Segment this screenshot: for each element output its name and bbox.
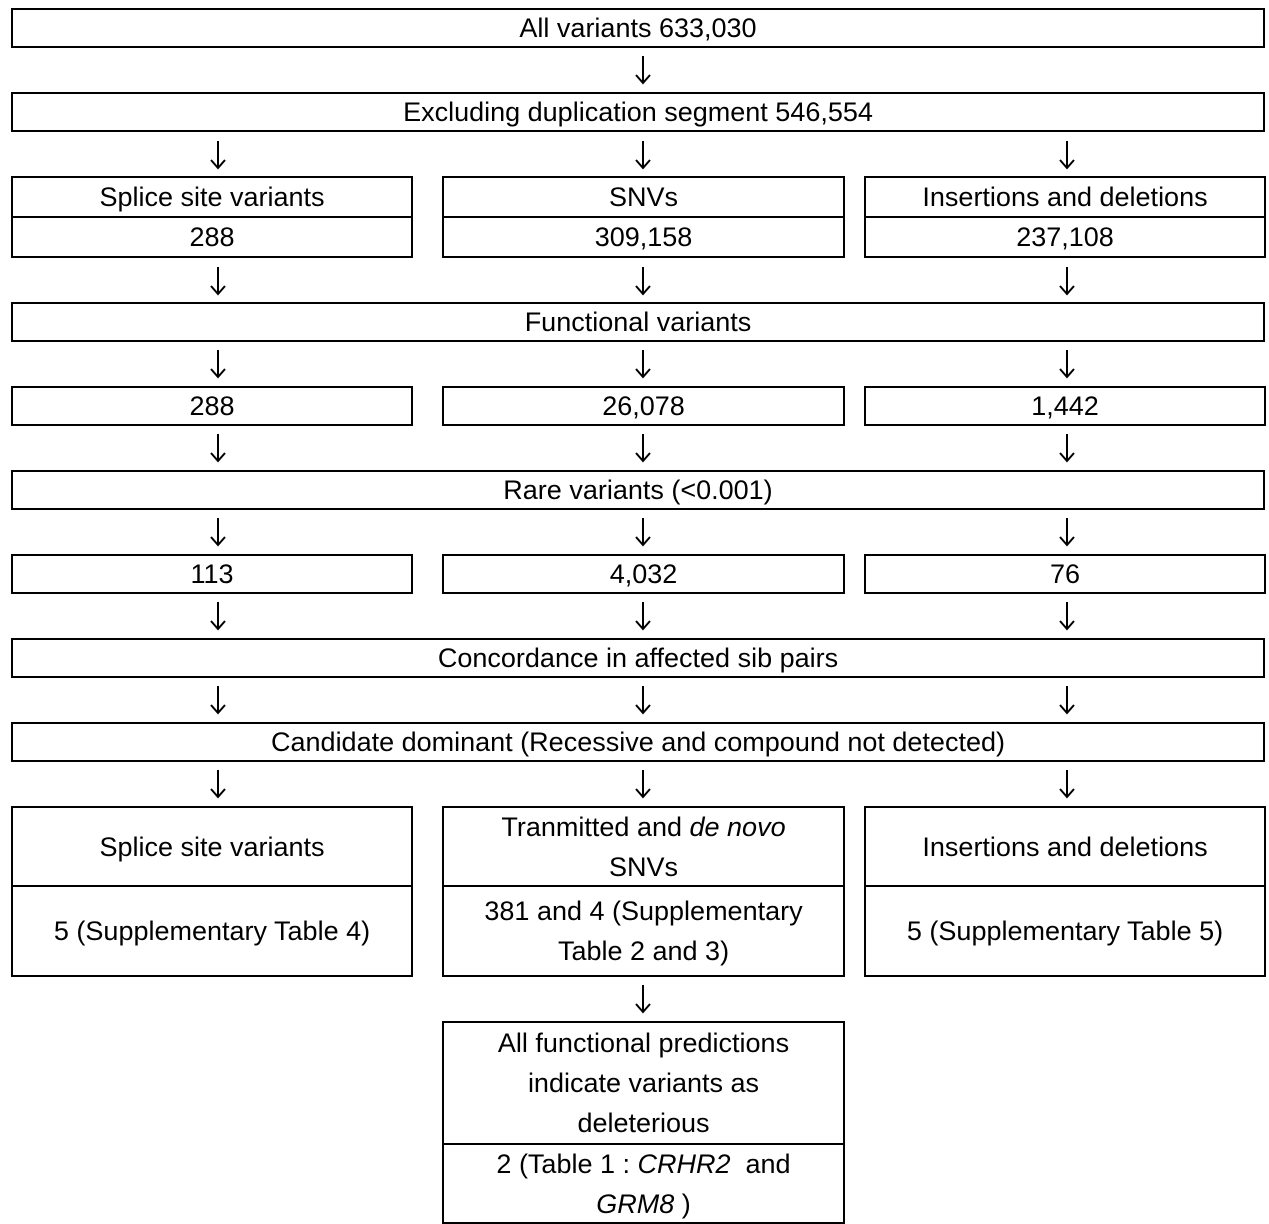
result-prefix: 2 (Table 1 : bbox=[496, 1148, 638, 1179]
splice-functional-count-box bbox=[11, 386, 413, 426]
candidate-dominant-label: Candidate dominant (Recessive and compound not detected) bbox=[271, 727, 1005, 757]
predictions-label: All functional predictions indicate variants as deleterious bbox=[497, 1028, 790, 1138]
indel-final-count: 5 (Supplementary Table 5) bbox=[906, 916, 1224, 946]
snv-initial-count-box bbox=[442, 216, 845, 258]
down-arrow-icon bbox=[631, 54, 655, 86]
rare-variants-box bbox=[11, 470, 1265, 510]
snv-header-box bbox=[442, 176, 845, 218]
down-arrow-icon bbox=[206, 684, 230, 716]
snv-rare-count: 4,032 bbox=[609, 559, 678, 589]
down-arrow-icon bbox=[631, 684, 655, 716]
splice-initial-count-box bbox=[11, 216, 413, 258]
down-arrow-icon bbox=[631, 265, 655, 297]
all-variants-box bbox=[11, 8, 1265, 48]
down-arrow-icon bbox=[1055, 600, 1079, 632]
down-arrow-icon bbox=[206, 139, 230, 171]
down-arrow-icon bbox=[631, 516, 655, 548]
down-arrow-icon bbox=[1055, 139, 1079, 171]
splice-functional-count: 288 bbox=[189, 391, 235, 421]
excluding-duplication-box bbox=[11, 92, 1265, 132]
down-arrow-icon bbox=[206, 265, 230, 297]
functional-variants-label: Functional variants bbox=[524, 307, 752, 337]
result-gene-grm8: GRM8 bbox=[596, 1188, 675, 1219]
down-arrow-icon bbox=[1055, 516, 1079, 548]
splice-header-box bbox=[11, 176, 413, 218]
result-label bbox=[454, 1144, 834, 1224]
result-box bbox=[442, 1143, 845, 1224]
down-arrow-icon bbox=[1055, 348, 1079, 380]
snv-final-title-pre: Tranmitted and bbox=[501, 811, 690, 842]
result-mid: and bbox=[730, 1148, 791, 1179]
snv-functional-count: 26,078 bbox=[602, 391, 685, 421]
indel-final-count-box bbox=[864, 885, 1266, 977]
snv-final-title-box bbox=[442, 806, 845, 887]
predictions-box bbox=[442, 1021, 845, 1145]
excluding-duplication-label: Excluding duplication segment 546,554 bbox=[403, 97, 873, 127]
candidate-dominant-box bbox=[11, 722, 1265, 762]
down-arrow-icon bbox=[206, 432, 230, 464]
indel-initial-count: 237,108 bbox=[1016, 222, 1114, 252]
splice-initial-count: 288 bbox=[189, 222, 235, 252]
down-arrow-icon bbox=[631, 768, 655, 800]
indel-initial-count-box bbox=[864, 216, 1266, 258]
concordance-box bbox=[11, 638, 1265, 678]
down-arrow-icon bbox=[206, 348, 230, 380]
snv-rare-count-box bbox=[442, 554, 845, 594]
down-arrow-icon bbox=[631, 600, 655, 632]
splice-final-title-box bbox=[11, 806, 413, 887]
snv-header-label: SNVs bbox=[608, 182, 679, 212]
down-arrow-icon bbox=[206, 600, 230, 632]
down-arrow-icon bbox=[1055, 432, 1079, 464]
down-arrow-icon bbox=[1055, 768, 1079, 800]
indel-functional-count-box bbox=[864, 386, 1266, 426]
splice-header-label: Splice site variants bbox=[99, 182, 325, 212]
snv-functional-count-box bbox=[442, 386, 845, 426]
splice-final-title: Splice site variants bbox=[99, 831, 325, 862]
indel-header-label: Insertions and deletions bbox=[922, 182, 1208, 212]
snv-final-title-post: SNVs bbox=[608, 851, 679, 882]
snv-initial-count: 309,158 bbox=[594, 222, 693, 252]
down-arrow-icon bbox=[1055, 684, 1079, 716]
functional-variants-box bbox=[11, 302, 1265, 342]
down-arrow-icon bbox=[206, 768, 230, 800]
down-arrow-icon bbox=[631, 432, 655, 464]
indel-functional-count: 1,442 bbox=[1031, 391, 1099, 421]
indel-rare-count: 76 bbox=[1049, 559, 1081, 589]
down-arrow-icon bbox=[1055, 265, 1079, 297]
result-suffix: ) bbox=[674, 1188, 691, 1219]
snv-final-title-italic: de novo bbox=[689, 811, 786, 842]
concordance-label: Concordance in affected sib pairs bbox=[437, 643, 839, 673]
indel-final-title-box bbox=[864, 806, 1266, 887]
splice-final-count-box bbox=[11, 885, 413, 977]
down-arrow-icon bbox=[631, 348, 655, 380]
snv-final-count: 381 and 4 (Supplementary Table 2 and 3) bbox=[484, 896, 803, 966]
snv-final-title bbox=[454, 807, 834, 887]
rare-variants-label: Rare variants (<0.001) bbox=[503, 475, 773, 505]
indel-header-box bbox=[864, 176, 1266, 218]
snv-final-count-box bbox=[442, 885, 845, 977]
down-arrow-icon bbox=[631, 139, 655, 171]
down-arrow-icon bbox=[206, 516, 230, 548]
splice-final-count: 5 (Supplementary Table 4) bbox=[53, 916, 371, 946]
all-variants-label: All variants 633,030 bbox=[519, 13, 757, 43]
result-gene-crhr2: CRHR2 bbox=[637, 1148, 731, 1179]
indel-rare-count-box bbox=[864, 554, 1266, 594]
splice-rare-count-box bbox=[11, 554, 413, 594]
indel-final-title: Insertions and deletions bbox=[922, 831, 1208, 862]
down-arrow-icon bbox=[631, 983, 655, 1015]
splice-rare-count: 113 bbox=[190, 559, 234, 589]
